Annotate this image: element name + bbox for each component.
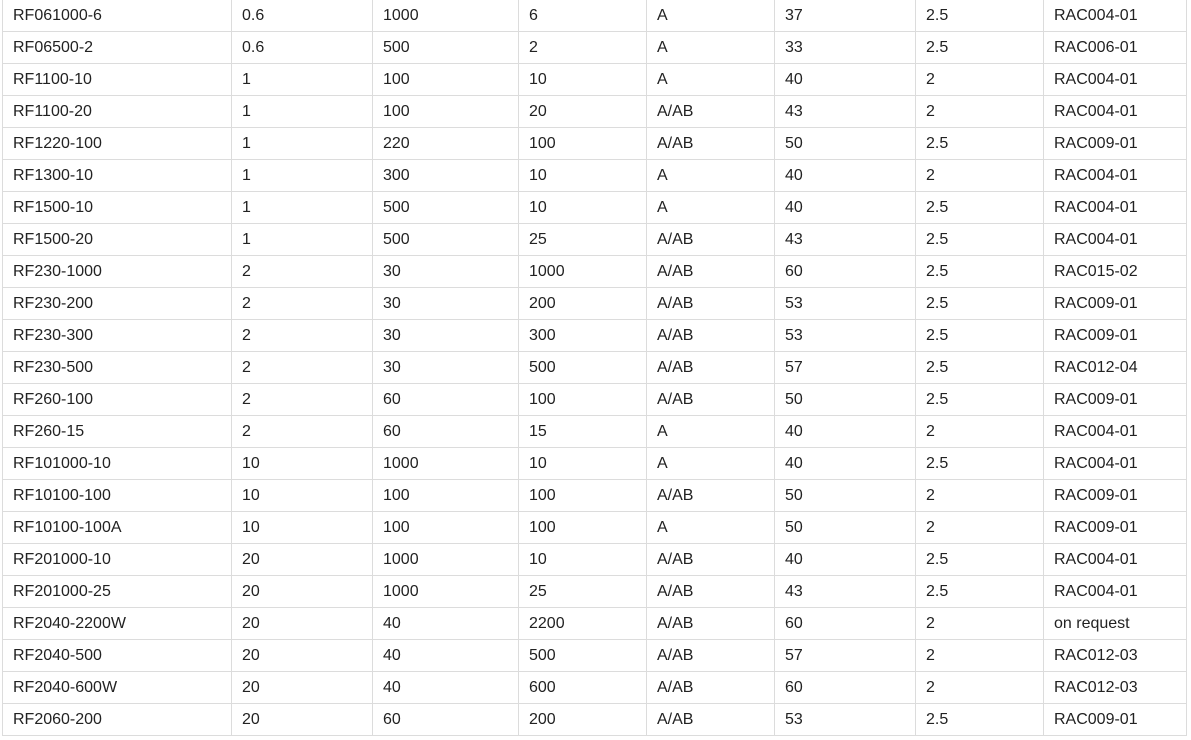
- table-cell-col-4: 500: [519, 640, 647, 672]
- table-cell-col-7: 2.5: [916, 192, 1044, 224]
- table-cell-part-number: RAC004-01: [1044, 544, 1187, 576]
- table-cell-model: RF10100-100A: [3, 512, 232, 544]
- table-row: [3, 224, 1187, 256]
- table-cell-model: RF1300-10: [3, 160, 232, 192]
- table-cell-part-number: RAC004-01: [1044, 448, 1187, 480]
- table-cell-col-6: 40: [775, 64, 916, 96]
- table-cell-part-number: RAC012-03: [1044, 672, 1187, 704]
- table-cell-col-2: 1: [232, 96, 373, 128]
- table-cell-col-5: A: [647, 512, 775, 544]
- table-cell-col-3: 100: [373, 64, 519, 96]
- table-cell-col-5: A: [647, 416, 775, 448]
- table-cell-col-2: 1: [232, 64, 373, 96]
- table-cell-part-number: RAC004-01: [1044, 0, 1187, 32]
- table-cell-col-2: 20: [232, 544, 373, 576]
- table-cell-part-number: RAC012-04: [1044, 352, 1187, 384]
- table-cell-col-7: 2.5: [916, 128, 1044, 160]
- table-cell-col-5: A/AB: [647, 352, 775, 384]
- table-cell-part-number: RAC004-01: [1044, 416, 1187, 448]
- table-cell-col-4: 2200: [519, 608, 647, 640]
- table-cell-col-2: 1: [232, 192, 373, 224]
- table-cell-col-3: 1000: [373, 0, 519, 32]
- table-cell-col-6: 53: [775, 704, 916, 736]
- table-cell-col-7: 2.5: [916, 576, 1044, 608]
- table-cell-model: RF1500-20: [3, 224, 232, 256]
- data-table: [2, 0, 1187, 736]
- table-cell-part-number: RAC004-01: [1044, 160, 1187, 192]
- table-row: [3, 32, 1187, 64]
- table-cell-col-3: 60: [373, 384, 519, 416]
- table-cell-col-2: 20: [232, 640, 373, 672]
- table-cell-col-7: 2: [916, 64, 1044, 96]
- table-cell-model: RF1500-10: [3, 192, 232, 224]
- table-cell-col-3: 100: [373, 96, 519, 128]
- table-cell-col-5: A/AB: [647, 320, 775, 352]
- table-row: [3, 448, 1187, 480]
- table-cell-col-3: 100: [373, 480, 519, 512]
- table-cell-col-4: 10: [519, 64, 647, 96]
- table-cell-col-4: 10: [519, 544, 647, 576]
- table-cell-part-number: RAC004-01: [1044, 96, 1187, 128]
- table-row: [3, 384, 1187, 416]
- table-cell-col-4: 600: [519, 672, 647, 704]
- table-row: [3, 608, 1187, 640]
- table-row: [3, 480, 1187, 512]
- table-cell-col-5: A/AB: [647, 544, 775, 576]
- table-row: [3, 576, 1187, 608]
- table-cell-col-4: 15: [519, 416, 647, 448]
- table-cell-col-5: A: [647, 192, 775, 224]
- table-cell-part-number: RAC009-01: [1044, 480, 1187, 512]
- table-cell-col-6: 40: [775, 416, 916, 448]
- table-cell-model: RF1100-20: [3, 96, 232, 128]
- table-cell-col-6: 60: [775, 608, 916, 640]
- table-cell-col-5: A/AB: [647, 256, 775, 288]
- table-cell-col-7: 2.5: [916, 448, 1044, 480]
- table-cell-col-2: 1: [232, 160, 373, 192]
- table-cell-col-4: 500: [519, 352, 647, 384]
- table-row: [3, 288, 1187, 320]
- table-cell-col-5: A: [647, 0, 775, 32]
- table-cell-col-4: 200: [519, 288, 647, 320]
- table-cell-model: RF230-1000: [3, 256, 232, 288]
- table-cell-col-2: 0.6: [232, 0, 373, 32]
- table-cell-model: RF101000-10: [3, 448, 232, 480]
- table-cell-col-7: 2: [916, 96, 1044, 128]
- table-cell-col-3: 30: [373, 256, 519, 288]
- table-cell-model: RF201000-25: [3, 576, 232, 608]
- table-row: [3, 512, 1187, 544]
- table-cell-col-3: 1000: [373, 576, 519, 608]
- table-cell-col-7: 2: [916, 672, 1044, 704]
- table-cell-col-4: 100: [519, 512, 647, 544]
- table-cell-col-5: A: [647, 160, 775, 192]
- table-cell-col-3: 1000: [373, 448, 519, 480]
- table-cell-col-6: 43: [775, 576, 916, 608]
- table-cell-col-5: A: [647, 64, 775, 96]
- table-row: [3, 416, 1187, 448]
- table-cell-col-3: 300: [373, 160, 519, 192]
- table-cell-col-7: 2: [916, 512, 1044, 544]
- table-cell-col-3: 40: [373, 608, 519, 640]
- table-cell-col-4: 100: [519, 480, 647, 512]
- table-cell-col-2: 1: [232, 224, 373, 256]
- table-cell-part-number: RAC009-01: [1044, 128, 1187, 160]
- table-cell-col-7: 2.5: [916, 704, 1044, 736]
- table-cell-col-6: 53: [775, 288, 916, 320]
- table-cell-col-6: 57: [775, 352, 916, 384]
- table-cell-col-2: 2: [232, 256, 373, 288]
- table-cell-col-7: 2.5: [916, 288, 1044, 320]
- table-cell-part-number: RAC012-03: [1044, 640, 1187, 672]
- table-cell-model: RF260-100: [3, 384, 232, 416]
- table-cell-model: RF260-15: [3, 416, 232, 448]
- table-cell-col-5: A/AB: [647, 384, 775, 416]
- table-row: [3, 672, 1187, 704]
- table-cell-col-3: 500: [373, 32, 519, 64]
- table-cell-col-4: 1000: [519, 256, 647, 288]
- table-cell-col-7: 2: [916, 640, 1044, 672]
- table-cell-col-3: 30: [373, 320, 519, 352]
- table-cell-col-3: 500: [373, 224, 519, 256]
- table-cell-col-7: 2.5: [916, 352, 1044, 384]
- table-cell-col-3: 60: [373, 704, 519, 736]
- table-cell-part-number: RAC004-01: [1044, 192, 1187, 224]
- table-cell-col-2: 20: [232, 608, 373, 640]
- table-cell-col-2: 1: [232, 128, 373, 160]
- table-cell-part-number: RAC004-01: [1044, 576, 1187, 608]
- table-cell-col-7: 2: [916, 160, 1044, 192]
- table-cell-col-6: 53: [775, 320, 916, 352]
- table-cell-model: RF2040-600W: [3, 672, 232, 704]
- table-cell-model: RF1100-10: [3, 64, 232, 96]
- table-cell-col-6: 43: [775, 224, 916, 256]
- table-cell-col-5: A/AB: [647, 640, 775, 672]
- table-cell-col-6: 37: [775, 0, 916, 32]
- table-cell-col-6: 50: [775, 128, 916, 160]
- table-cell-col-3: 40: [373, 640, 519, 672]
- table-cell-col-6: 43: [775, 96, 916, 128]
- table-cell-col-6: 40: [775, 448, 916, 480]
- table-cell-col-4: 25: [519, 224, 647, 256]
- table-cell-col-3: 500: [373, 192, 519, 224]
- table-cell-part-number: RAC009-01: [1044, 288, 1187, 320]
- table-row: [3, 544, 1187, 576]
- table-row: [3, 320, 1187, 352]
- table-cell-model: RF06500-2: [3, 32, 232, 64]
- table-cell-col-7: 2: [916, 480, 1044, 512]
- table-cell-part-number: RAC015-02: [1044, 256, 1187, 288]
- table-cell-model: RF230-200: [3, 288, 232, 320]
- table-cell-col-5: A/AB: [647, 672, 775, 704]
- table-cell-col-7: 2.5: [916, 256, 1044, 288]
- table-cell-col-7: 2.5: [916, 0, 1044, 32]
- table-cell-col-4: 10: [519, 160, 647, 192]
- table-cell-col-3: 30: [373, 352, 519, 384]
- table-cell-col-5: A/AB: [647, 96, 775, 128]
- table-cell-model: RF1220-100: [3, 128, 232, 160]
- table-cell-col-3: 1000: [373, 544, 519, 576]
- table-cell-col-5: A: [647, 448, 775, 480]
- table-cell-col-5: A/AB: [647, 480, 775, 512]
- table-cell-col-6: 60: [775, 672, 916, 704]
- table-cell-col-5: A/AB: [647, 224, 775, 256]
- table-cell-col-2: 20: [232, 672, 373, 704]
- table-cell-col-2: 10: [232, 480, 373, 512]
- table-cell-col-6: 57: [775, 640, 916, 672]
- table-row: [3, 96, 1187, 128]
- table-cell-col-6: 40: [775, 192, 916, 224]
- table-cell-col-4: 200: [519, 704, 647, 736]
- table-row: [3, 160, 1187, 192]
- table-cell-model: RF2040-500: [3, 640, 232, 672]
- table-cell-part-number: RAC006-01: [1044, 32, 1187, 64]
- table-cell-col-6: 60: [775, 256, 916, 288]
- table-row: [3, 256, 1187, 288]
- table-cell-model: RF230-300: [3, 320, 232, 352]
- table-cell-col-6: 50: [775, 384, 916, 416]
- table-cell-col-2: 2: [232, 352, 373, 384]
- table-cell-col-6: 50: [775, 512, 916, 544]
- table-cell-col-7: 2.5: [916, 544, 1044, 576]
- table-cell-col-2: 2: [232, 288, 373, 320]
- table-cell-col-4: 100: [519, 128, 647, 160]
- table-cell-model: RF201000-10: [3, 544, 232, 576]
- table-cell-col-3: 40: [373, 672, 519, 704]
- table-cell-col-6: 40: [775, 160, 916, 192]
- table-cell-col-4: 100: [519, 384, 647, 416]
- table-cell-col-3: 100: [373, 512, 519, 544]
- table-cell-col-6: 50: [775, 480, 916, 512]
- table-cell-part-number: RAC009-01: [1044, 384, 1187, 416]
- table-cell-col-2: 20: [232, 704, 373, 736]
- table-row: [3, 128, 1187, 160]
- table-cell-model: RF10100-100: [3, 480, 232, 512]
- table-cell-col-2: 10: [232, 512, 373, 544]
- table-cell-model: RF061000-6: [3, 0, 232, 32]
- table-row: [3, 704, 1187, 736]
- table-cell-col-5: A/AB: [647, 288, 775, 320]
- table-cell-col-2: 20: [232, 576, 373, 608]
- table-row: [3, 352, 1187, 384]
- table-cell-col-7: 2: [916, 416, 1044, 448]
- table-cell-col-3: 30: [373, 288, 519, 320]
- table-cell-col-4: 10: [519, 448, 647, 480]
- table-cell-col-7: 2.5: [916, 224, 1044, 256]
- table-cell-col-2: 2: [232, 416, 373, 448]
- table-cell-col-3: 60: [373, 416, 519, 448]
- table-cell-col-7: 2.5: [916, 384, 1044, 416]
- table-cell-col-2: 2: [232, 384, 373, 416]
- table-cell-col-4: 25: [519, 576, 647, 608]
- table-cell-col-2: 0.6: [232, 32, 373, 64]
- table-cell-part-number: on request: [1044, 608, 1187, 640]
- table-cell-part-number: RAC009-01: [1044, 704, 1187, 736]
- table-cell-model: RF2060-200: [3, 704, 232, 736]
- table-cell-col-5: A/AB: [647, 128, 775, 160]
- table-cell-col-4: 20: [519, 96, 647, 128]
- table-cell-col-6: 33: [775, 32, 916, 64]
- table-cell-part-number: RAC009-01: [1044, 512, 1187, 544]
- table-cell-col-4: 2: [519, 32, 647, 64]
- table-cell-part-number: RAC004-01: [1044, 64, 1187, 96]
- table-cell-part-number: RAC009-01: [1044, 320, 1187, 352]
- table-row: [3, 640, 1187, 672]
- table-row: [3, 192, 1187, 224]
- table-cell-model: RF230-500: [3, 352, 232, 384]
- table-cell-col-4: 10: [519, 192, 647, 224]
- table-cell-col-7: 2: [916, 608, 1044, 640]
- table-cell-col-5: A: [647, 32, 775, 64]
- table-cell-col-4: 300: [519, 320, 647, 352]
- table-cell-part-number: RAC004-01: [1044, 224, 1187, 256]
- table-cell-col-2: 2: [232, 320, 373, 352]
- table-cell-col-3: 220: [373, 128, 519, 160]
- table-body: [3, 0, 1187, 736]
- table-cell-col-5: A/AB: [647, 608, 775, 640]
- table-cell-col-5: A/AB: [647, 704, 775, 736]
- table-cell-col-7: 2.5: [916, 320, 1044, 352]
- table-row: [3, 64, 1187, 96]
- table-cell-col-5: A/AB: [647, 576, 775, 608]
- table-cell-col-2: 10: [232, 448, 373, 480]
- table-cell-col-7: 2.5: [916, 32, 1044, 64]
- table-row: [3, 0, 1187, 32]
- table-cell-col-4: 6: [519, 0, 647, 32]
- table-cell-col-6: 40: [775, 544, 916, 576]
- table-cell-model: RF2040-2200W: [3, 608, 232, 640]
